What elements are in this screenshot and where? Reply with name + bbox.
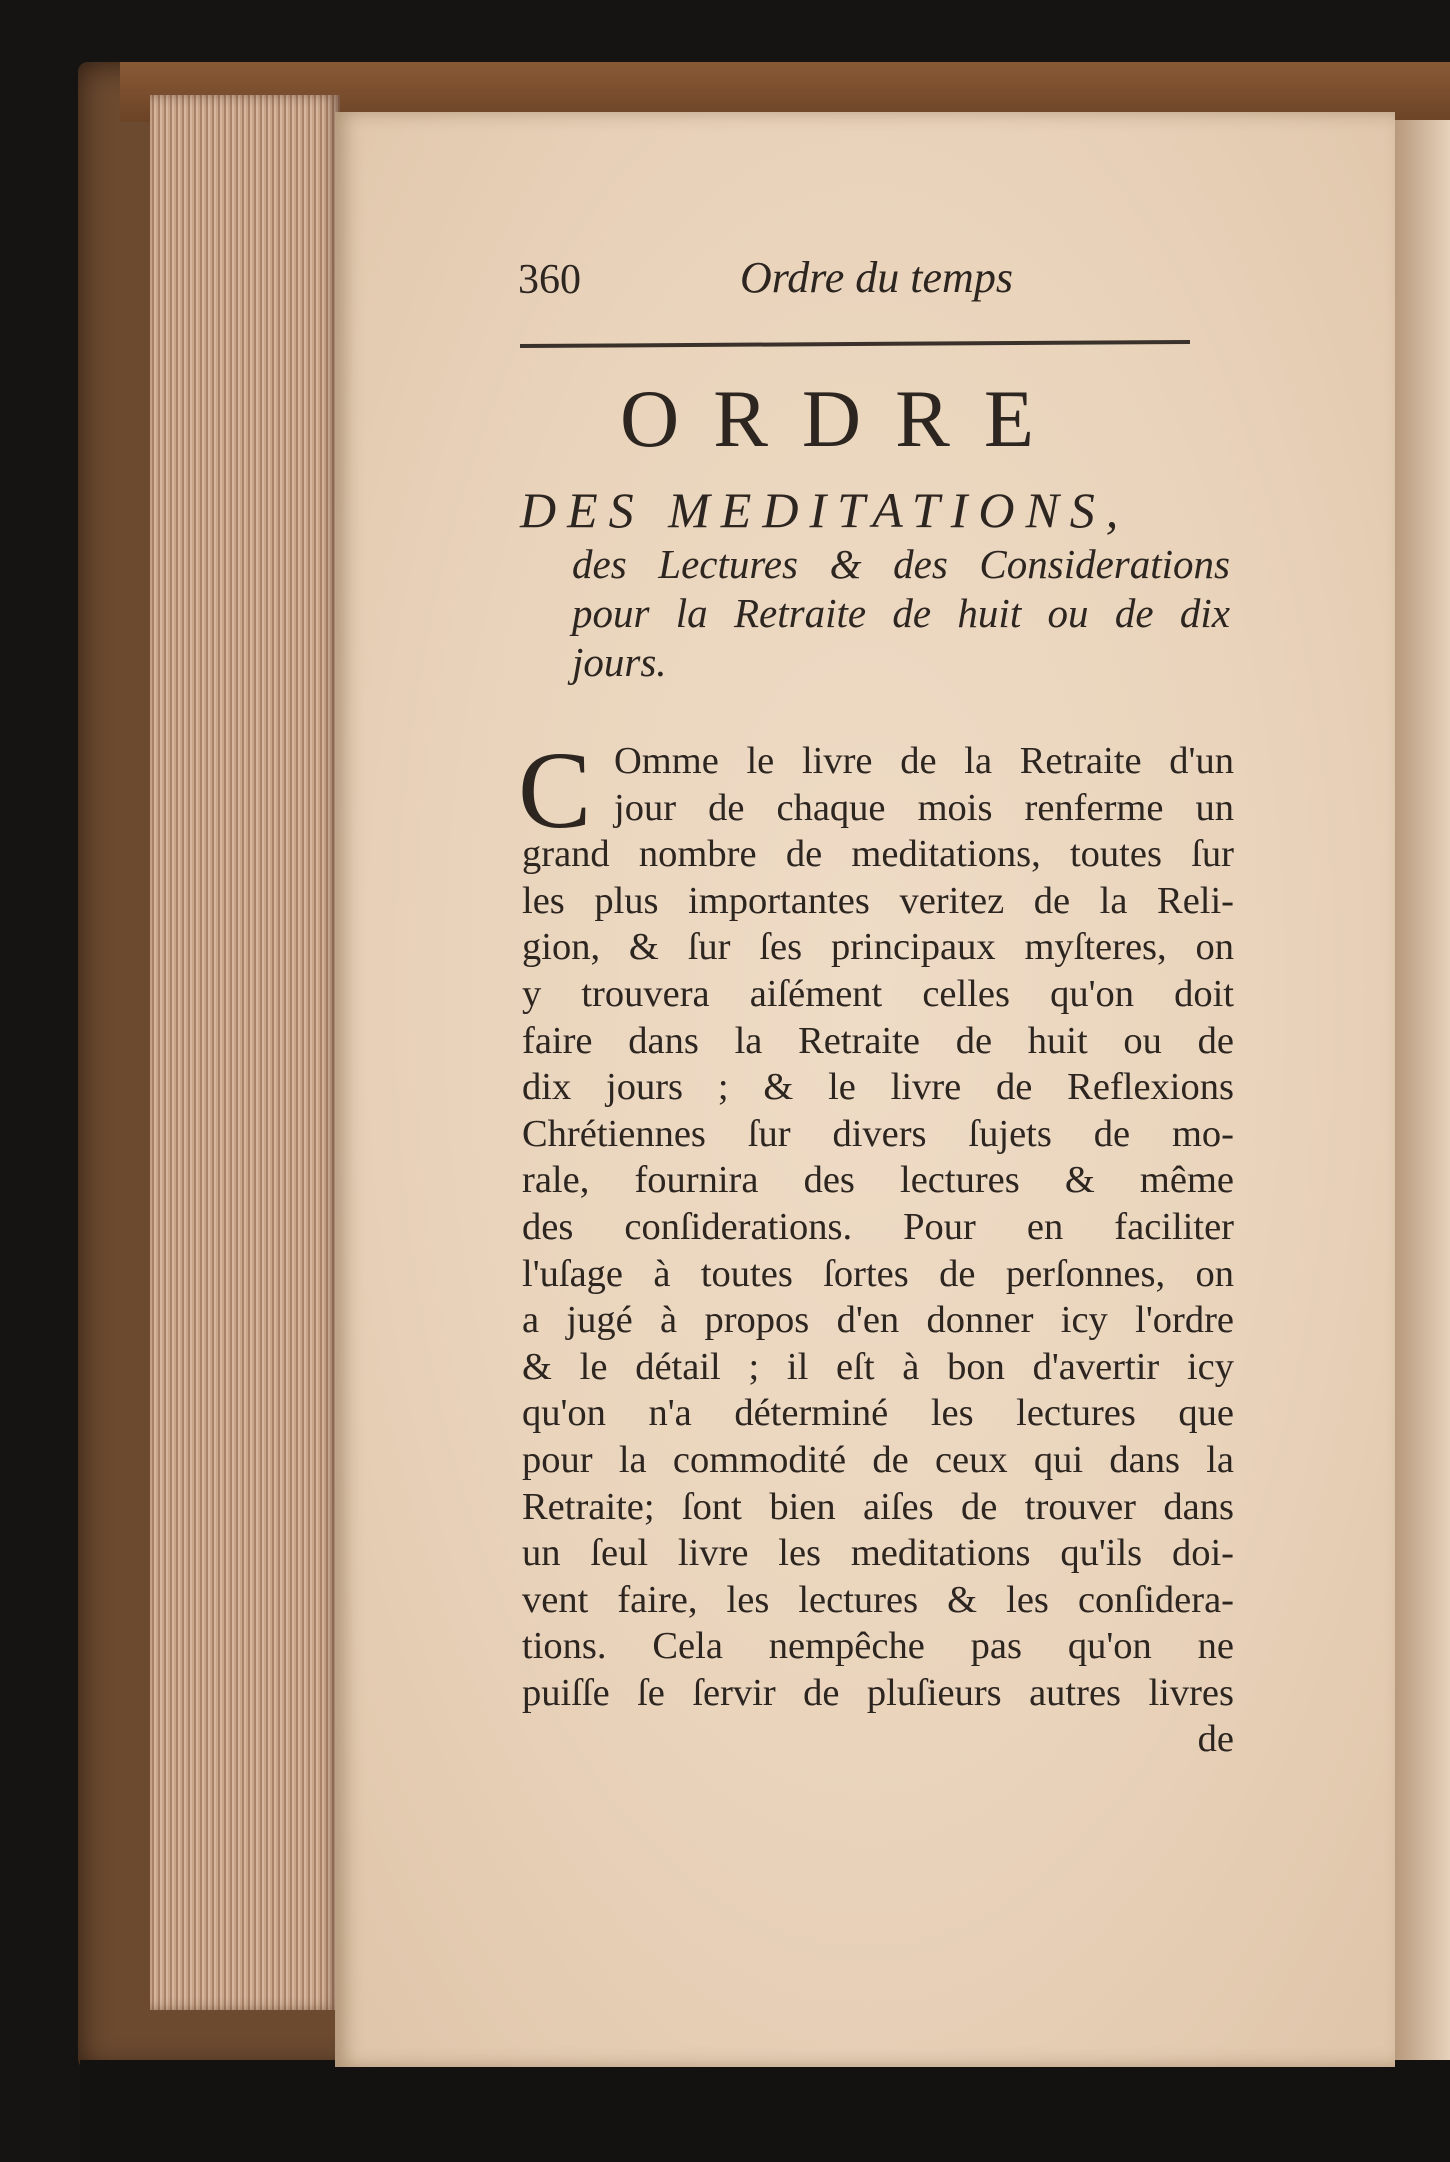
subtitle-line: jours. bbox=[572, 639, 667, 685]
text-line: Retraite; ſont bien aiſes de trouver dans bbox=[522, 1485, 1234, 1528]
text-line: Omme le livre de la Retraite d'un bbox=[614, 740, 1234, 782]
background bbox=[80, 2060, 1450, 2162]
facing-page-edge bbox=[1395, 120, 1450, 2070]
text-line: tions. Cela nempêche pas qu'on ne bbox=[522, 1625, 1234, 1668]
text-line: y trouvera aiſément celles qu'on doit bbox=[522, 972, 1234, 1015]
body-text bbox=[518, 729, 1234, 1763]
text-line: Chrétiennes ſur divers ſujets de mo- bbox=[522, 1112, 1234, 1155]
subtitle-line: DES MEDITATIONS, bbox=[520, 482, 1130, 538]
text-line: rale, fournira des lectures & même bbox=[522, 1159, 1234, 1202]
text-line: des conſiderations. Pour en faciliter bbox=[522, 1205, 1234, 1248]
chapter-subtitle bbox=[520, 480, 1230, 687]
text-line: qu'on n'a déterminé les lectures que bbox=[522, 1392, 1234, 1435]
text-line: faire dans la Retraite de huit ou de bbox=[522, 1019, 1234, 1062]
page-number: 360 bbox=[518, 257, 581, 303]
text-line: les plus importantes veritez de la Reli- bbox=[522, 879, 1234, 922]
subtitle-line: pour la Retraite de huit ou de dix bbox=[572, 590, 1230, 636]
text-line: gion, & ſur ſes principaux myſteres, on bbox=[522, 926, 1234, 969]
text-line: jour de chaque mois renferme un bbox=[614, 786, 1234, 829]
text-line: un ſeul livre les meditations qu'ils doi- bbox=[522, 1532, 1234, 1575]
running-title: Ordre du temps bbox=[740, 253, 1013, 302]
subtitle-line: des Lectures & des Considerations bbox=[572, 541, 1230, 587]
text-line: l'uſage à toutes ſortes de perſonnes, on bbox=[522, 1252, 1234, 1295]
catchword: de bbox=[1197, 1718, 1234, 1761]
text-line: pour la commodité de ceux qui dans la bbox=[522, 1438, 1234, 1481]
running-header bbox=[518, 252, 1238, 322]
text-line: vent faire, les lectures & les conſidera- bbox=[522, 1578, 1234, 1621]
text-line: & le détail ; il eſt à bon d'avertir icy bbox=[522, 1345, 1234, 1388]
page-edges bbox=[150, 95, 340, 2010]
text-line: grand nombre de meditations, toutes ſur bbox=[522, 833, 1234, 876]
chapter-title: ORDRE bbox=[620, 373, 1068, 464]
text-line: dix jours ; & le livre de Reflexions bbox=[522, 1066, 1234, 1109]
drop-cap: C bbox=[518, 729, 592, 851]
text-line: puiſſe ſe ſervir de pluſieurs autres livres bbox=[522, 1671, 1234, 1714]
text-line: a jugé à propos d'en donner icy l'ordre bbox=[522, 1299, 1234, 1342]
